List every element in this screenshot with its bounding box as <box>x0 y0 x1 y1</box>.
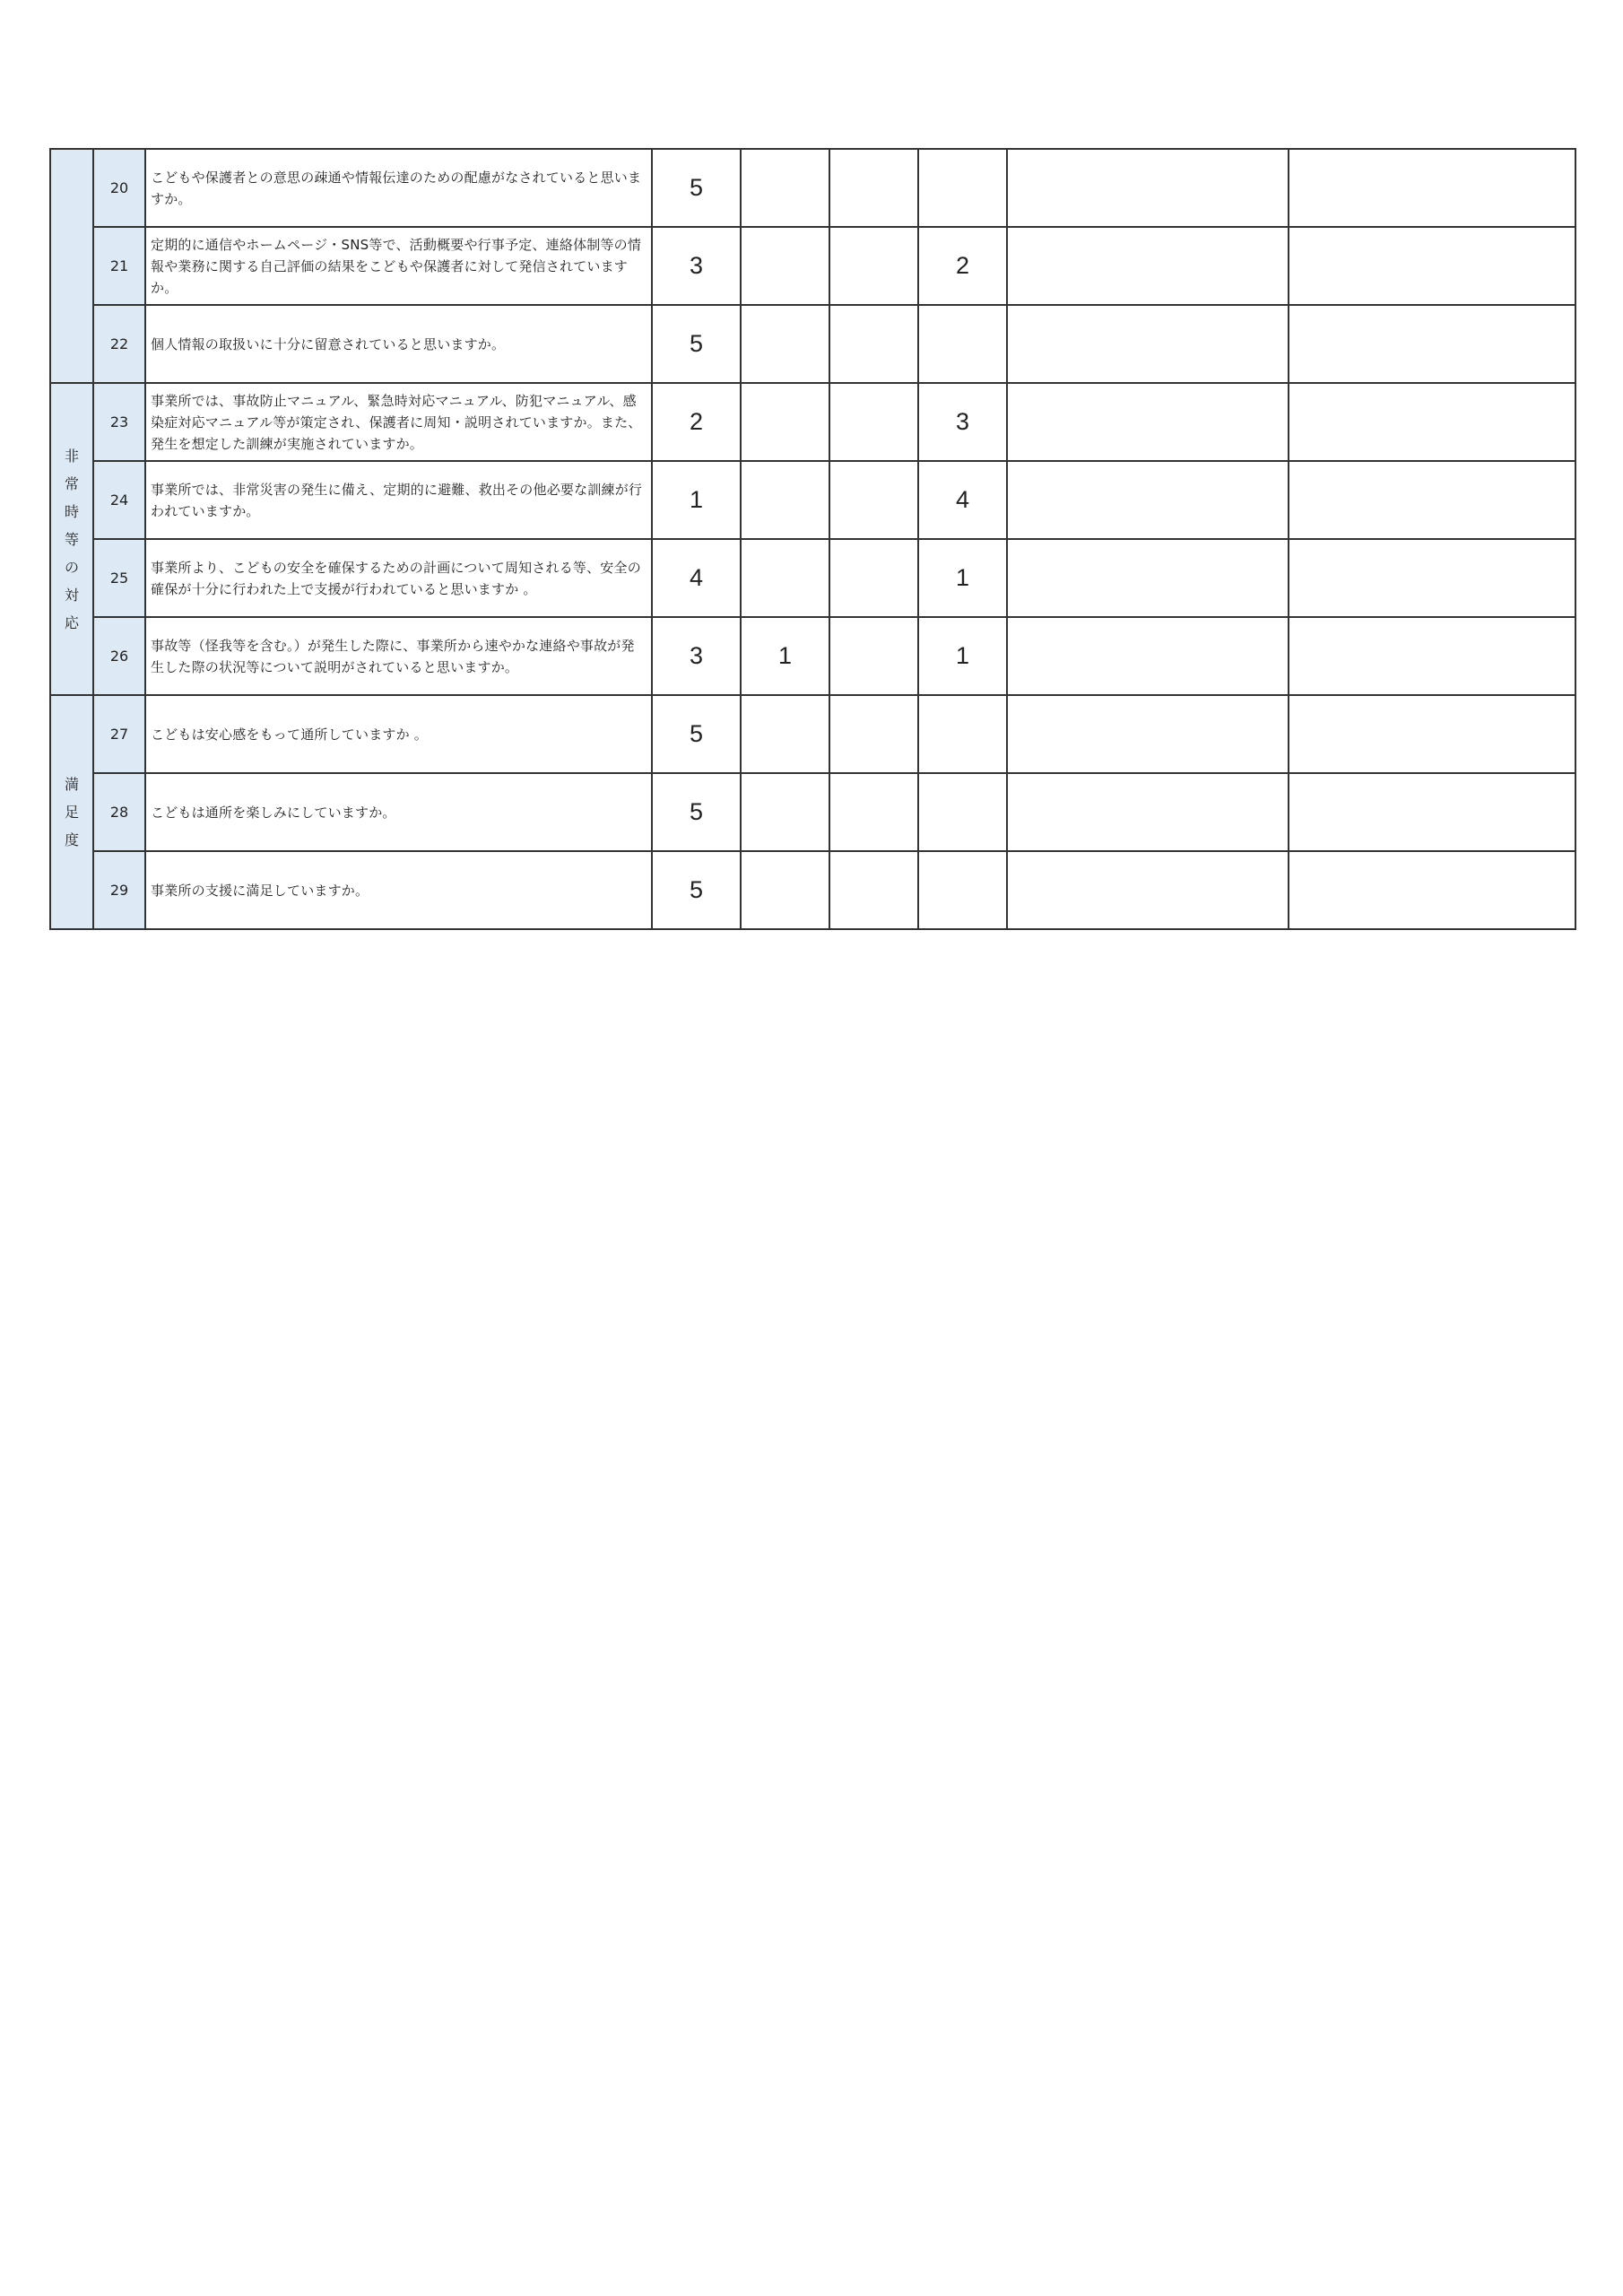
item-number: 20 <box>93 149 145 227</box>
table-row <box>50 773 1575 851</box>
question-text: こどもは安心感をもって通所していますか 。 <box>145 695 652 773</box>
comment-cell <box>1007 539 1289 617</box>
count-unknown: 1 <box>918 539 1007 617</box>
count-neutral: 1 <box>741 617 829 695</box>
count-no <box>829 617 918 695</box>
comment-cell <box>1007 695 1289 773</box>
response-cell <box>1289 305 1575 383</box>
category-cell <box>50 383 93 695</box>
question-text: 事故等（怪我等を含む。）が発生した際に、事業所から速やかな連絡や事故が発生した際の状況等について説明がされていると思いますか。 <box>145 617 652 695</box>
item-number: 26 <box>93 617 145 695</box>
question-text: 事業所より、こどもの安全を確保するための計画について周知される等、安全の確保が十分に行われた上で支援が行われていると思いますか 。 <box>145 539 652 617</box>
response-cell <box>1289 851 1575 929</box>
count-yes: 3 <box>652 227 741 305</box>
comment-cell <box>1007 461 1289 539</box>
comment-cell <box>1007 851 1289 929</box>
question-text: こどもや保護者との意思の疎通や情報伝達のための配慮がなされていると思いますか。 <box>145 149 652 227</box>
response-cell <box>1289 617 1575 695</box>
count-no <box>829 539 918 617</box>
count-no <box>829 149 918 227</box>
table-row <box>50 461 1575 539</box>
count-unknown <box>918 695 1007 773</box>
count-yes: 5 <box>652 773 741 851</box>
comment-cell <box>1007 773 1289 851</box>
response-cell <box>1289 539 1575 617</box>
question-text: 事業所では、非常災害の発生に備え、定期的に避難、救出その他必要な訓練が行われていますか。 <box>145 461 652 539</box>
category-label: 非常時等の対応 <box>65 447 80 631</box>
category-cell <box>50 695 93 929</box>
question-text: 個人情報の取扱いに十分に留意されていると思いますか。 <box>145 305 652 383</box>
comment-cell <box>1007 617 1289 695</box>
comment-cell <box>1007 383 1289 461</box>
item-number: 25 <box>93 539 145 617</box>
comment-cell <box>1007 305 1289 383</box>
count-neutral <box>741 227 829 305</box>
response-cell <box>1289 383 1575 461</box>
count-unknown <box>918 305 1007 383</box>
table-row <box>50 305 1575 383</box>
count-no <box>829 305 918 383</box>
response-cell <box>1289 695 1575 773</box>
count-unknown: 1 <box>918 617 1007 695</box>
question-text: こどもは通所を楽しみにしていますか。 <box>145 773 652 851</box>
count-unknown <box>918 773 1007 851</box>
count-yes: 5 <box>652 149 741 227</box>
count-no <box>829 461 918 539</box>
table-row <box>50 149 1575 227</box>
count-neutral <box>741 695 829 773</box>
evaluation-table <box>49 148 1576 930</box>
response-cell <box>1289 149 1575 227</box>
count-no <box>829 695 918 773</box>
item-number: 23 <box>93 383 145 461</box>
count-no <box>829 773 918 851</box>
response-cell <box>1289 461 1575 539</box>
item-number: 22 <box>93 305 145 383</box>
count-yes: 5 <box>652 695 741 773</box>
item-number: 24 <box>93 461 145 539</box>
count-neutral <box>741 149 829 227</box>
count-unknown <box>918 149 1007 227</box>
category-cell <box>50 149 93 383</box>
response-cell <box>1289 773 1575 851</box>
table-row <box>50 539 1575 617</box>
count-yes: 2 <box>652 383 741 461</box>
count-yes: 4 <box>652 539 741 617</box>
count-neutral <box>741 461 829 539</box>
comment-cell <box>1007 149 1289 227</box>
count-neutral <box>741 305 829 383</box>
count-unknown: 4 <box>918 461 1007 539</box>
item-number: 29 <box>93 851 145 929</box>
table-row <box>50 617 1575 695</box>
table-row <box>50 227 1575 305</box>
count-yes: 1 <box>652 461 741 539</box>
item-number: 21 <box>93 227 145 305</box>
response-cell <box>1289 227 1575 305</box>
count-yes: 3 <box>652 617 741 695</box>
item-number: 28 <box>93 773 145 851</box>
count-no <box>829 383 918 461</box>
count-neutral <box>741 851 829 929</box>
question-text: 事業所では、事故防止マニュアル、緊急時対応マニュアル、防犯マニュアル、感染症対応マニュアル等が策定され、保護者に周知・説明されていますか。また、発生を想定した訓練が実施されていますか。 <box>145 383 652 461</box>
count-neutral <box>741 773 829 851</box>
count-neutral <box>741 539 829 617</box>
count-yes: 5 <box>652 851 741 929</box>
table-row <box>50 695 1575 773</box>
table-row <box>50 383 1575 461</box>
count-no <box>829 851 918 929</box>
table-row <box>50 851 1575 929</box>
count-unknown <box>918 851 1007 929</box>
count-unknown: 3 <box>918 383 1007 461</box>
question-text: 事業所の支援に満足していますか。 <box>145 851 652 929</box>
category-label: 満足度 <box>65 776 80 848</box>
count-yes: 5 <box>652 305 741 383</box>
count-no <box>829 227 918 305</box>
count-unknown: 2 <box>918 227 1007 305</box>
comment-cell <box>1007 227 1289 305</box>
count-neutral <box>741 383 829 461</box>
item-number: 27 <box>93 695 145 773</box>
question-text: 定期的に通信やホームページ・SNS等で、活動概要や行事予定、連絡体制等の情報や業務に関する自己評価の結果をこどもや保護者に対して発信されていますか。 <box>145 227 652 305</box>
